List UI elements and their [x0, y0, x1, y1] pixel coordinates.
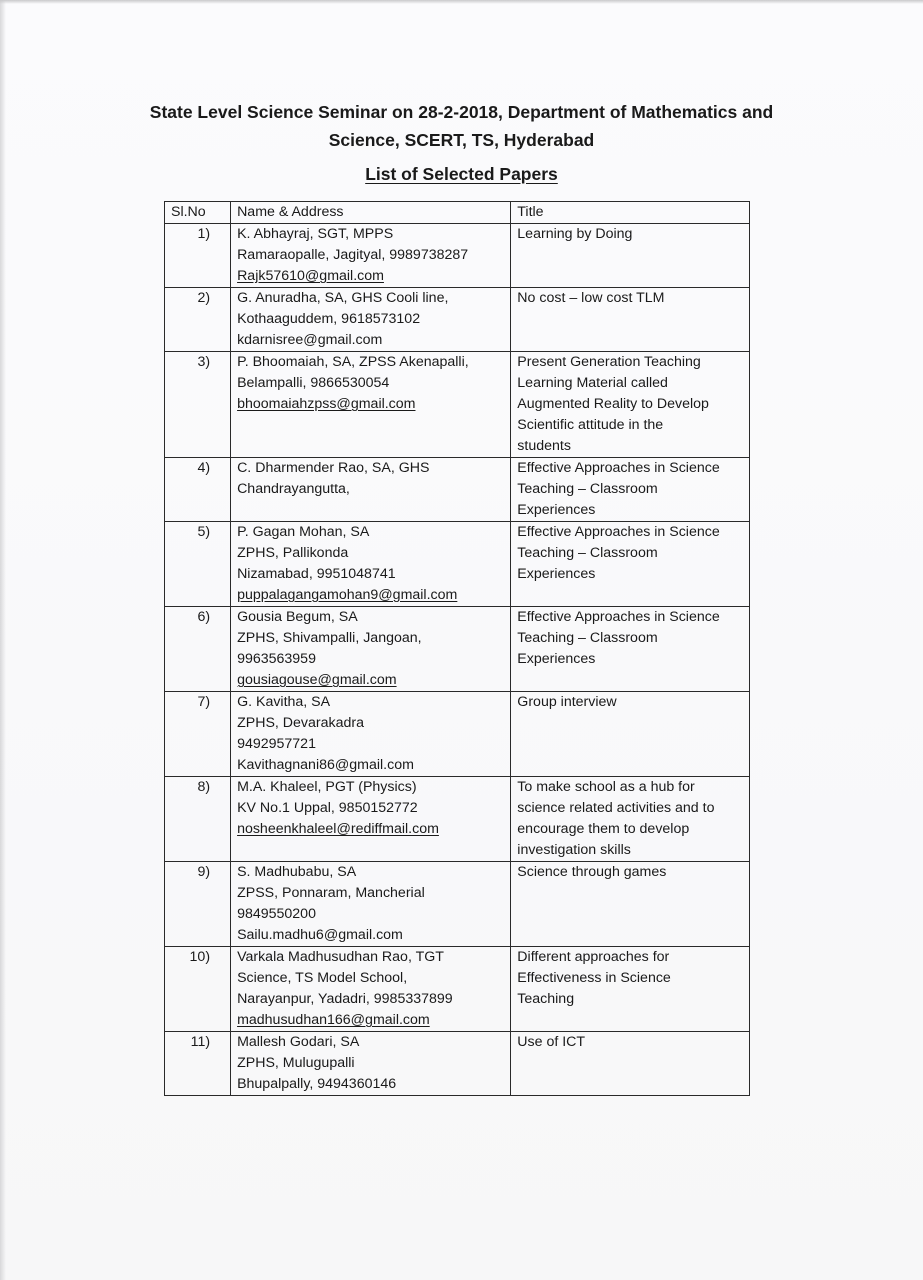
cell-sl-no: 4)	[165, 458, 231, 522]
cell-name-address	[231, 224, 511, 288]
paper-title-line: encourage them to develop	[517, 821, 690, 837]
cell-name-address	[231, 607, 511, 692]
name-address-line: 9963563959	[237, 651, 316, 667]
header-title: Title	[511, 202, 750, 224]
email-address: kdarnisree@gmail.com	[237, 332, 383, 348]
name-address-line: Belampalli, 9866530054	[237, 375, 390, 391]
cell-paper-title	[511, 947, 750, 1032]
cell-sl-no: 11)	[165, 1032, 231, 1096]
cell-sl-no: 6)	[165, 607, 231, 692]
name-address-line: 9492957721	[237, 736, 316, 752]
cell-name-address	[231, 352, 511, 458]
scan-edge-left	[0, 0, 6, 1280]
cell-sl-no: 7)	[165, 692, 231, 777]
cell-paper-title	[511, 522, 750, 607]
name-address-line: Chandrayangutta,	[237, 481, 350, 497]
name-address-line: Ramaraopalle, Jagityal, 9989738287	[237, 247, 469, 263]
email-address: madhusudhan166@gmail.com	[237, 1012, 430, 1028]
paper-title-line: Experiences	[517, 651, 596, 667]
cell-name-address	[231, 692, 511, 777]
cell-sl-no: 8)	[165, 777, 231, 862]
cell-name-address	[231, 777, 511, 862]
document-subheading: List of Selected Papers	[365, 164, 558, 184]
paper-title-line: Teaching – Classroom	[517, 630, 658, 646]
cell-paper-title	[511, 777, 750, 862]
name-address-line: Mallesh Godari, SA	[237, 1034, 360, 1050]
paper-title-line: Science through games	[517, 864, 667, 880]
paper-title-line: Scientific attitude in the	[517, 417, 664, 433]
cell-name-address	[231, 458, 511, 522]
paper-title-line: Experiences	[517, 502, 596, 518]
paper-title-line: Effective Approaches in Science	[517, 524, 720, 540]
cell-paper-title	[511, 288, 750, 352]
name-address-line: ZPHS, Mulugupalli	[237, 1055, 355, 1071]
table-header-row	[165, 202, 750, 224]
document-heading	[120, 98, 803, 154]
name-address-line: C. Dharmender Rao, SA, GHS	[237, 460, 430, 476]
cell-paper-title	[511, 352, 750, 458]
table-row	[165, 522, 750, 607]
name-address-line: P. Gagan Mohan, SA	[237, 524, 370, 540]
email-address: bhoomaiahzpss@gmail.com	[237, 396, 416, 412]
paper-title-line: To make school as a hub for	[517, 779, 695, 795]
email-address: Rajk57610@gmail.com	[237, 268, 384, 284]
cell-paper-title	[511, 607, 750, 692]
cell-name-address	[231, 288, 511, 352]
paper-title-line: Effective Approaches in Science	[517, 460, 720, 476]
cell-paper-title	[511, 224, 750, 288]
name-address-line: ZPHS, Pallikonda	[237, 545, 349, 561]
email-address: Sailu.madhu6@gmail.com	[237, 927, 403, 943]
paper-title-line: Use of ICT	[517, 1034, 586, 1050]
table-row	[165, 862, 750, 947]
cell-paper-title	[511, 692, 750, 777]
cell-sl-no: 5)	[165, 522, 231, 607]
paper-title-line: science related activities and to	[517, 800, 715, 816]
paper-title-line: Effective Approaches in Science	[517, 609, 720, 625]
cell-sl-no: 1)	[165, 224, 231, 288]
paper-title-line: Teaching – Classroom	[517, 545, 658, 561]
email-address: puppalagangamohan9@gmail.com	[237, 587, 458, 603]
name-address-line: KV No.1 Uppal, 9850152772	[237, 800, 418, 816]
table-row	[165, 947, 750, 1032]
name-address-line: G. Anuradha, SA, GHS Cooli line,	[237, 290, 449, 306]
selected-papers-table	[164, 201, 750, 1096]
paper-title-line: Teaching – Classroom	[517, 481, 658, 497]
name-address-line: ZPHS, Devarakadra	[237, 715, 365, 731]
cell-paper-title	[511, 862, 750, 947]
table-row	[165, 458, 750, 522]
paper-title-line: Present Generation Teaching	[517, 354, 701, 370]
name-address-line: ZPSS, Ponnaram, Mancherial	[237, 885, 425, 901]
table-row	[165, 288, 750, 352]
paper-title-line: Effectiveness in Science	[517, 970, 671, 986]
header-sl-no: Sl.No	[165, 202, 231, 224]
table-row	[165, 777, 750, 862]
paper-title-line: Learning by Doing	[517, 226, 633, 242]
cell-sl-no: 3)	[165, 352, 231, 458]
cell-name-address	[231, 862, 511, 947]
table-row	[165, 607, 750, 692]
paper-title-line: No cost – low cost TLM	[517, 290, 665, 306]
header-name-address: Name & Address	[231, 202, 511, 224]
paper-title-line: Experiences	[517, 566, 596, 582]
name-address-line: Varkala Madhusudhan Rao, TGT	[237, 949, 444, 965]
table-row	[165, 692, 750, 777]
email-address: nosheenkhaleel@rediffmail.com	[237, 821, 439, 837]
name-address-line: Kothaaguddem, 9618573102	[237, 311, 421, 327]
name-address-line: Science, TS Model School,	[237, 970, 408, 986]
paper-title-line: Learning Material called	[517, 375, 668, 391]
paper-title-line: Group interview	[517, 694, 617, 710]
cell-name-address	[231, 947, 511, 1032]
email-address: Kavithagnani86@gmail.com	[237, 757, 414, 773]
email-address: gousiagouse@gmail.com	[237, 672, 397, 688]
cell-paper-title	[511, 1032, 750, 1096]
cell-name-address	[231, 522, 511, 607]
paper-title-line: investigation skills	[517, 842, 631, 858]
name-address-line: 9849550200	[237, 906, 316, 922]
name-address-line: Gousia Begum, SA	[237, 609, 358, 625]
name-address-line: Narayanpur, Yadadri, 9985337899	[237, 991, 453, 1007]
paper-title-line: Teaching	[517, 991, 575, 1007]
table-body	[165, 224, 750, 1096]
name-address-line: M.A. Khaleel, PGT (Physics)	[237, 779, 417, 795]
paper-title-line: Augmented Reality to Develop	[517, 396, 709, 412]
cell-name-address	[231, 1032, 511, 1096]
name-address-line: K. Abhayraj, SGT, MPPS	[237, 226, 394, 242]
name-address-line: Bhupalpally, 9494360146	[237, 1076, 397, 1092]
name-address-line: G. Kavitha, SA	[237, 694, 331, 710]
table-row	[165, 224, 750, 288]
cell-sl-no: 2)	[165, 288, 231, 352]
name-address-line: P. Bhoomaiah, SA, ZPSS Akenapalli,	[237, 354, 469, 370]
name-address-line: S. Madhubabu, SA	[237, 864, 357, 880]
scan-edge-top	[0, 0, 923, 4]
cell-sl-no: 10)	[165, 947, 231, 1032]
cell-sl-no: 9)	[165, 862, 231, 947]
table-row	[165, 1032, 750, 1096]
name-address-line: ZPHS, Shivampalli, Jangoan,	[237, 630, 422, 646]
paper-title-line: students	[517, 438, 571, 454]
heading-line-2: Science, SCERT, TS, Hyderabad	[328, 130, 595, 150]
table-row	[165, 352, 750, 458]
cell-paper-title	[511, 458, 750, 522]
name-address-line: Nizamabad, 9951048741	[237, 566, 396, 582]
heading-line-1: State Level Science Seminar on 28-2-2018, Department of Mathematics and	[149, 102, 774, 122]
paper-title-line: Different approaches for	[517, 949, 670, 965]
